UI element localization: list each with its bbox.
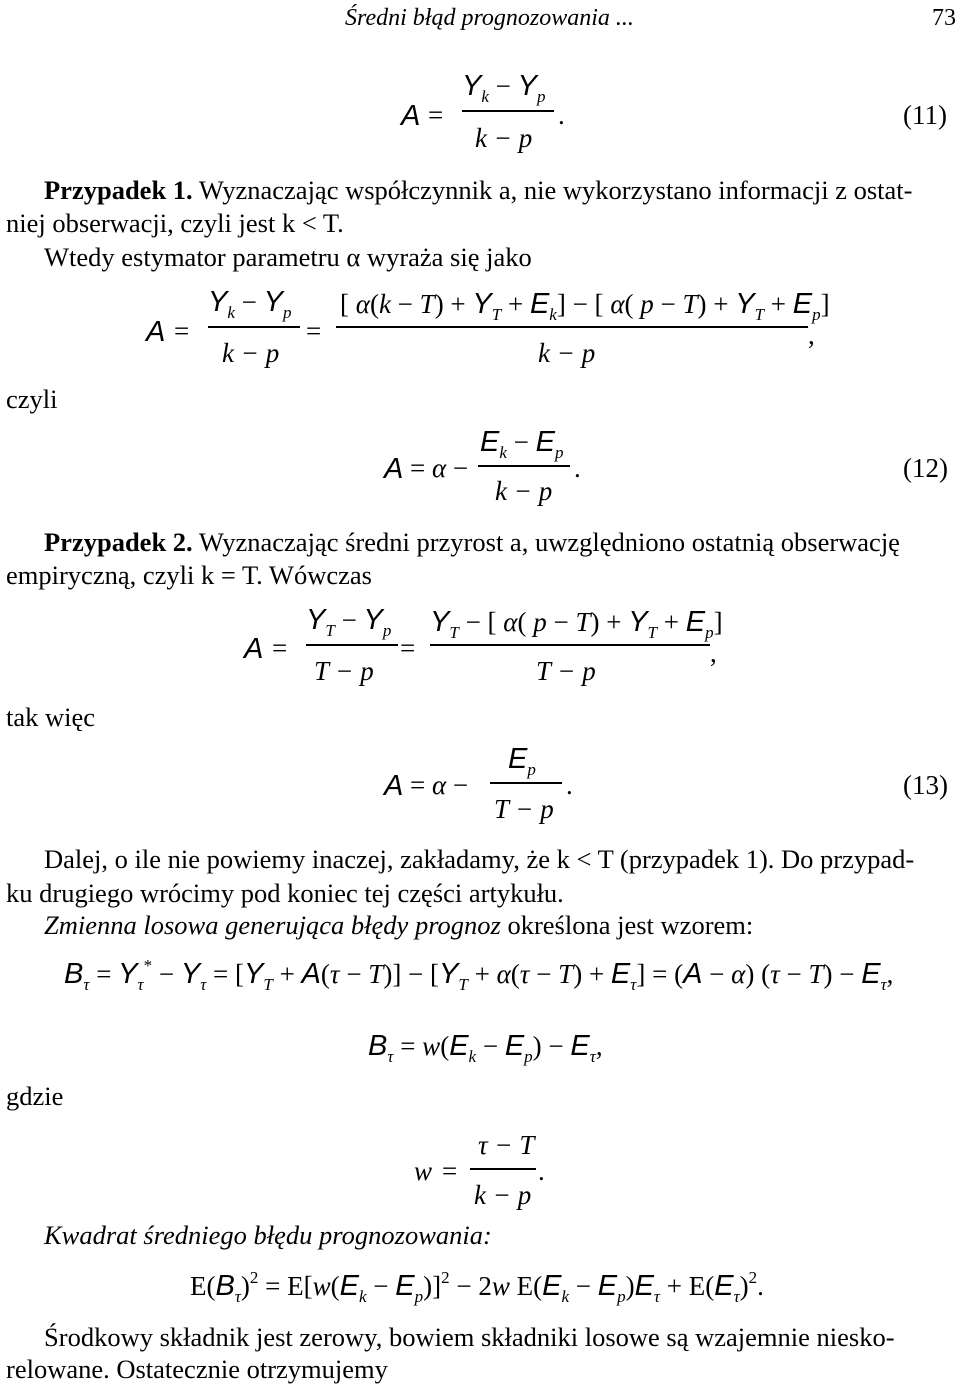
case2-title: Przypadek 2. xyxy=(44,527,193,557)
para3-line2: ku drugiego wrócimy pod koniec tej części artykułu. xyxy=(6,878,564,908)
case1-line1: Wyznaczając współczynnik a, nie wykorzystano informacji z ostat- xyxy=(198,175,913,205)
case1-title: Przypadek 1. xyxy=(44,175,193,205)
case1-line2: niej obserwacji, czyli jest k < T. xyxy=(6,208,344,238)
page-number: 73 xyxy=(932,5,956,31)
gdzie-label: gdzie xyxy=(6,1081,64,1111)
equation-13-label: (13) xyxy=(903,770,948,800)
final-line2: relowane. Ostatecznie otrzymujemy xyxy=(6,1354,388,1384)
equation-b-tau: $B_\tau = Y_\tau^* - Y_\tau = [Y_T + A(\tau - T)] - [Y_T + \alpha(\tau - T) + E_\tau] = (A - \alpha) (\tau - T) - E_\tau$, xyxy=(64,956,894,994)
equation-12-label: (12) xyxy=(903,453,948,483)
para3-line3-rest: określona jest wzorem: xyxy=(507,910,754,940)
para3-line1: Dalej, o ile nie powiemy inaczej, zakładamy, że k < T (przypadek 1). Do przypad- xyxy=(44,844,915,874)
final-line1: Środkowy składnik jest zerowy, bowiem składniki losowe są wzajemnie niesko- xyxy=(44,1322,895,1352)
running-title: Średni błąd prognozowania ... xyxy=(345,5,634,31)
equation-b-tau-w: $B_\tau = w(E_k - E_p) - E_\tau$, xyxy=(368,1030,603,1066)
case2-line1: Wyznaczając średni przyrost a, uwzględniono ostatnią obserwację xyxy=(198,527,900,557)
kwadrat-label: Kwadrat średniego błędu prognozowania: xyxy=(44,1220,492,1250)
para3-line3-italic: Zmienna losowa generująca błędy prognoz xyxy=(44,910,501,940)
case2-tak-wiec: tak więc xyxy=(6,702,96,732)
case1-czyli: czyli xyxy=(6,384,58,414)
equation-mse: $E(B_\tau)^2 = E[w(E_k - E_p)]^2 - 2w$ $E(E_k - E_p)E_\tau + E(E_\tau)^2$. xyxy=(190,1268,764,1306)
case2-line2: empiryczną, czyli k = T. Wówczas xyxy=(6,560,372,590)
case1-line3: Wtedy estymator parametru α wyraża się jako xyxy=(44,242,532,272)
equation-11-label: (11) xyxy=(903,100,947,130)
